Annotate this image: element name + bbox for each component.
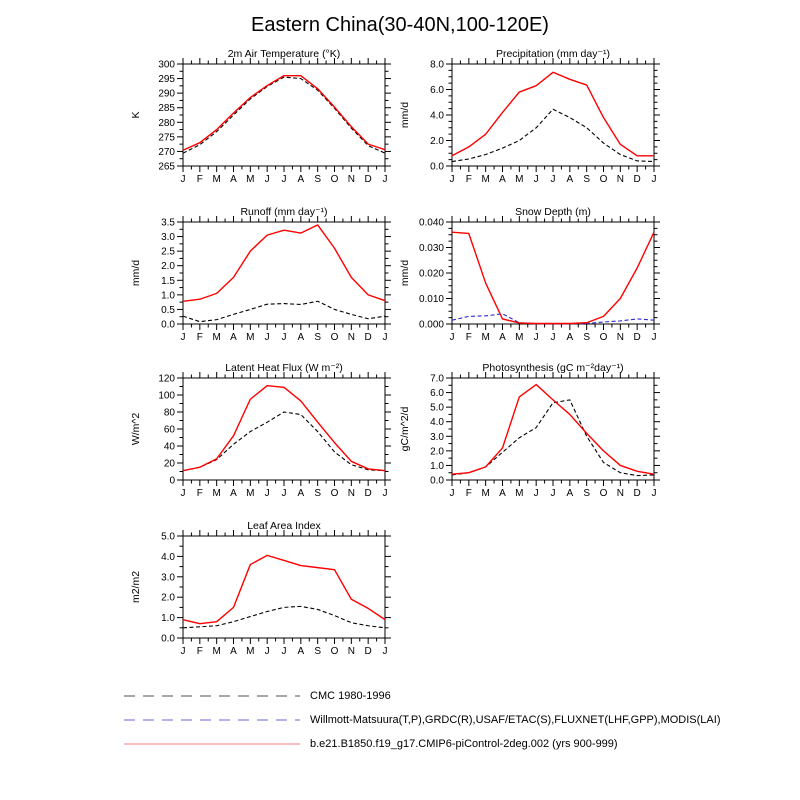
chart-title: Runoff (mm day⁻¹): [240, 206, 328, 218]
x-tick-label: S: [314, 332, 322, 343]
y-tick-label: 295: [158, 74, 175, 86]
x-tick-label: N: [347, 646, 355, 657]
series-line-obs: [183, 412, 385, 471]
x-tick-label: F: [465, 174, 472, 185]
x-tick-label: O: [330, 332, 339, 343]
chart-leaf-area-index: [123, 518, 403, 670]
x-tick-label: N: [616, 332, 624, 343]
x-tick-label: M: [246, 646, 255, 657]
x-tick-label: M: [246, 488, 255, 499]
x-tick-label: D: [364, 488, 372, 499]
y-tick-label: 280: [158, 117, 175, 129]
y-tick-label: 5.0: [161, 531, 175, 543]
x-tick-label: M: [212, 646, 221, 657]
y-tick-label: 80: [163, 407, 175, 419]
x-tick-label: A: [230, 332, 237, 343]
chart-title: Photosynthesis (gC m⁻²day⁻¹): [482, 362, 624, 374]
x-tick-label: S: [583, 174, 591, 185]
y-tick-label: 0.040: [418, 217, 444, 229]
series-line-model: [183, 76, 385, 151]
legend-line-svg: [123, 740, 301, 748]
legend-item-obs-combo: [123, 708, 721, 732]
y-tick-label: 4.0: [430, 110, 444, 122]
y-axis-label: m2/m2: [130, 570, 142, 604]
x-tick-label: J: [533, 488, 539, 499]
x-tick-label: D: [364, 646, 372, 657]
y-tick-label: 7.0: [430, 373, 444, 385]
x-tick-label: J: [382, 488, 388, 499]
x-tick-label: N: [347, 174, 355, 185]
x-tick-label: M: [212, 174, 221, 185]
y-tick-label: 1.5: [161, 275, 175, 287]
x-tick-label: S: [314, 646, 322, 657]
plot-frame: [452, 378, 654, 480]
x-tick-label: J: [533, 332, 539, 343]
plot-frame: [183, 64, 385, 166]
x-tick-label: J: [382, 174, 388, 185]
legend: [123, 684, 721, 756]
x-tick-label: J: [449, 174, 455, 185]
y-tick-label: 0.0: [161, 633, 175, 645]
x-tick-label: D: [633, 488, 641, 499]
x-tick-label: A: [566, 488, 574, 499]
x-tick-label: J: [281, 646, 287, 657]
chart-svg: [392, 204, 672, 356]
x-tick-label: M: [212, 332, 221, 343]
x-tick-label: F: [465, 332, 472, 343]
y-tick-label: 6.0: [430, 388, 444, 400]
chart-photosynthesis: [392, 360, 672, 512]
x-tick-label: J: [382, 332, 388, 343]
x-tick-label: J: [264, 646, 270, 657]
x-tick-label: O: [599, 488, 608, 499]
y-tick-label: 60: [163, 424, 175, 436]
x-tick-label: M: [515, 332, 524, 343]
series-line-obs: [452, 109, 654, 161]
x-tick-label: A: [297, 488, 305, 499]
x-tick-label: J: [651, 332, 657, 343]
x-tick-label: A: [230, 488, 237, 499]
legend-item-cmc: [123, 684, 721, 708]
y-tick-label: 0: [169, 475, 175, 487]
plot-frame: [452, 64, 654, 166]
x-tick-label: N: [347, 488, 355, 499]
x-tick-label: J: [651, 174, 657, 185]
x-tick-label: A: [297, 174, 305, 185]
x-tick-label: J: [264, 332, 270, 343]
y-tick-label: 0.0: [430, 161, 444, 173]
series-line-model: [183, 555, 385, 623]
chart-precipitation: [392, 46, 672, 198]
y-tick-label: 6.0: [430, 85, 444, 96]
legend-line-svg: [123, 716, 301, 724]
x-tick-label: S: [583, 488, 591, 499]
chart-svg: [123, 46, 403, 198]
x-tick-label: O: [599, 174, 608, 185]
page-title: Eastern China(30-40N,100-120E): [251, 14, 549, 36]
y-tick-label: 3.5: [161, 217, 175, 229]
y-axis-label: mm/d: [399, 101, 411, 129]
y-tick-label: 0.5: [161, 304, 175, 316]
y-axis-label: mm/d: [399, 259, 411, 287]
x-tick-label: J: [281, 174, 287, 185]
x-tick-label: J: [550, 174, 556, 185]
y-tick-label: 2.0: [430, 136, 444, 147]
x-tick-label: F: [196, 646, 203, 657]
x-tick-label: S: [314, 488, 322, 499]
x-tick-label: A: [230, 646, 237, 657]
x-tick-label: D: [633, 332, 641, 343]
y-tick-label: 285: [158, 103, 175, 115]
chart-runoff: [123, 204, 403, 356]
x-tick-label: M: [515, 488, 524, 499]
y-tick-label: 3.0: [161, 572, 175, 584]
x-tick-label: J: [281, 332, 287, 343]
y-tick-label: 2.5: [161, 246, 175, 258]
chart-svg: [123, 518, 403, 670]
x-tick-label: D: [364, 174, 372, 185]
x-tick-label: F: [196, 488, 203, 499]
x-tick-label: O: [599, 332, 608, 343]
x-tick-label: S: [314, 174, 322, 185]
plot-frame: [183, 222, 385, 324]
y-tick-label: 2.0: [430, 446, 444, 458]
y-axis-label: K: [130, 111, 142, 119]
x-tick-label: A: [499, 488, 506, 499]
x-tick-label: A: [566, 332, 574, 343]
legend-line-model: [123, 735, 301, 753]
y-axis-label: gC/m^2/d: [399, 406, 411, 452]
series-line-model: [183, 225, 385, 301]
y-tick-label: 0.0: [430, 475, 444, 487]
y-tick-label: 1.0: [161, 290, 175, 302]
y-tick-label: 0.020: [418, 268, 444, 280]
y-tick-label: 265: [158, 161, 175, 173]
chart-title: Snow Depth (m): [515, 206, 591, 218]
x-tick-label: O: [330, 488, 339, 499]
x-tick-label: M: [481, 174, 490, 185]
x-tick-label: J: [550, 488, 556, 499]
y-tick-label: 5.0: [430, 402, 444, 414]
x-tick-label: N: [616, 488, 624, 499]
x-tick-label: D: [364, 332, 372, 343]
x-tick-label: J: [533, 174, 539, 185]
series-line-model: [452, 72, 654, 156]
y-tick-label: 300: [158, 59, 175, 71]
y-tick-label: 0.030: [418, 243, 444, 254]
y-tick-label: 4.0: [161, 551, 175, 563]
y-axis-label: mm/d: [130, 259, 142, 287]
y-tick-label: 2.0: [161, 261, 175, 273]
chart-svg: [123, 204, 403, 356]
x-tick-label: N: [347, 332, 355, 343]
legend-line-svg: [123, 692, 301, 700]
x-tick-label: J: [180, 488, 186, 499]
legend-line-cmc: [123, 687, 301, 705]
x-tick-label: A: [230, 174, 237, 185]
y-tick-label: 120: [158, 373, 175, 385]
chart-svg: [123, 360, 403, 512]
y-tick-label: 20: [163, 458, 175, 470]
x-tick-label: A: [297, 646, 305, 657]
series-line-obs: [183, 606, 385, 627]
x-tick-label: F: [465, 488, 472, 499]
x-tick-label: J: [382, 646, 388, 657]
legend-label: CMC 1980-1996: [310, 690, 391, 702]
x-tick-label: S: [583, 332, 591, 343]
y-tick-label: 4.0: [430, 417, 444, 429]
y-tick-label: 1.0: [430, 460, 444, 472]
x-tick-label: A: [499, 332, 506, 343]
chart-latent-heat-flux: [123, 360, 403, 512]
chart-2m-air-temperature: [123, 46, 403, 198]
x-tick-label: J: [449, 488, 455, 499]
x-tick-label: J: [180, 174, 186, 185]
y-tick-label: 8.0: [430, 59, 444, 71]
x-tick-label: O: [330, 646, 339, 657]
legend-label: b.e21.B1850.f19_g17.CMIP6-piControl-2deg.002 (yrs 900-999): [310, 738, 618, 750]
y-tick-label: 3.0: [161, 232, 175, 244]
x-tick-label: M: [481, 488, 490, 499]
y-tick-label: 290: [158, 88, 175, 100]
x-tick-label: F: [196, 332, 203, 343]
series-line-obs: [452, 400, 654, 476]
x-tick-label: O: [330, 174, 339, 185]
plot-frame: [183, 378, 385, 480]
series-line-obs: [183, 77, 385, 153]
chart-title: 2m Air Temperature (°K): [227, 48, 341, 60]
x-tick-label: M: [246, 174, 255, 185]
chart-snow-depth: [392, 204, 672, 356]
x-tick-label: M: [515, 174, 524, 185]
legend-line-obs-combo: [123, 711, 301, 729]
chart-title: Latent Heat Flux (W m⁻²): [225, 362, 343, 374]
y-tick-label: 40: [163, 441, 175, 453]
x-tick-label: A: [499, 174, 506, 185]
series-line-model: [452, 385, 654, 475]
y-tick-label: 3.0: [430, 431, 444, 443]
x-tick-label: M: [212, 488, 221, 499]
chart-svg: [392, 46, 672, 198]
x-tick-label: J: [264, 174, 270, 185]
y-tick-label: 270: [158, 146, 175, 158]
chart-title: Leaf Area Index: [247, 520, 321, 532]
y-tick-label: 100: [158, 390, 175, 402]
x-tick-label: F: [196, 174, 203, 185]
series-line-model: [183, 386, 385, 471]
legend-label: Willmott-Matsuura(T,P),GRDC(R),USAF/ETAC(S),FLUXNET(LHF,GPP),MODIS(LAI): [310, 714, 721, 726]
y-tick-label: 0.000: [418, 319, 444, 331]
series-line-obs: [452, 314, 654, 324]
chart-svg: [392, 360, 672, 512]
x-tick-label: M: [246, 332, 255, 343]
x-tick-label: N: [616, 174, 624, 185]
legend-item-model: [123, 732, 721, 756]
y-tick-label: 1.0: [161, 613, 175, 625]
chart-title: Precipitation (mm day⁻¹): [495, 48, 611, 60]
x-tick-label: J: [651, 488, 657, 499]
y-tick-label: 2.0: [161, 592, 175, 604]
x-tick-label: M: [481, 332, 490, 343]
x-tick-label: J: [449, 332, 455, 343]
series-line-obs: [183, 301, 385, 321]
y-axis-label: W/m^2: [130, 412, 142, 446]
x-tick-label: J: [281, 488, 287, 499]
x-tick-label: A: [297, 332, 305, 343]
x-tick-label: D: [633, 174, 641, 185]
x-tick-label: J: [550, 332, 556, 343]
series-line-model: [452, 232, 654, 323]
x-tick-label: J: [180, 646, 186, 657]
y-tick-label: 275: [158, 132, 175, 144]
x-tick-label: A: [566, 174, 574, 185]
y-tick-label: 0.0: [161, 319, 175, 331]
y-tick-label: 0.010: [418, 294, 444, 305]
x-tick-label: J: [264, 488, 270, 499]
x-tick-label: J: [180, 332, 186, 343]
